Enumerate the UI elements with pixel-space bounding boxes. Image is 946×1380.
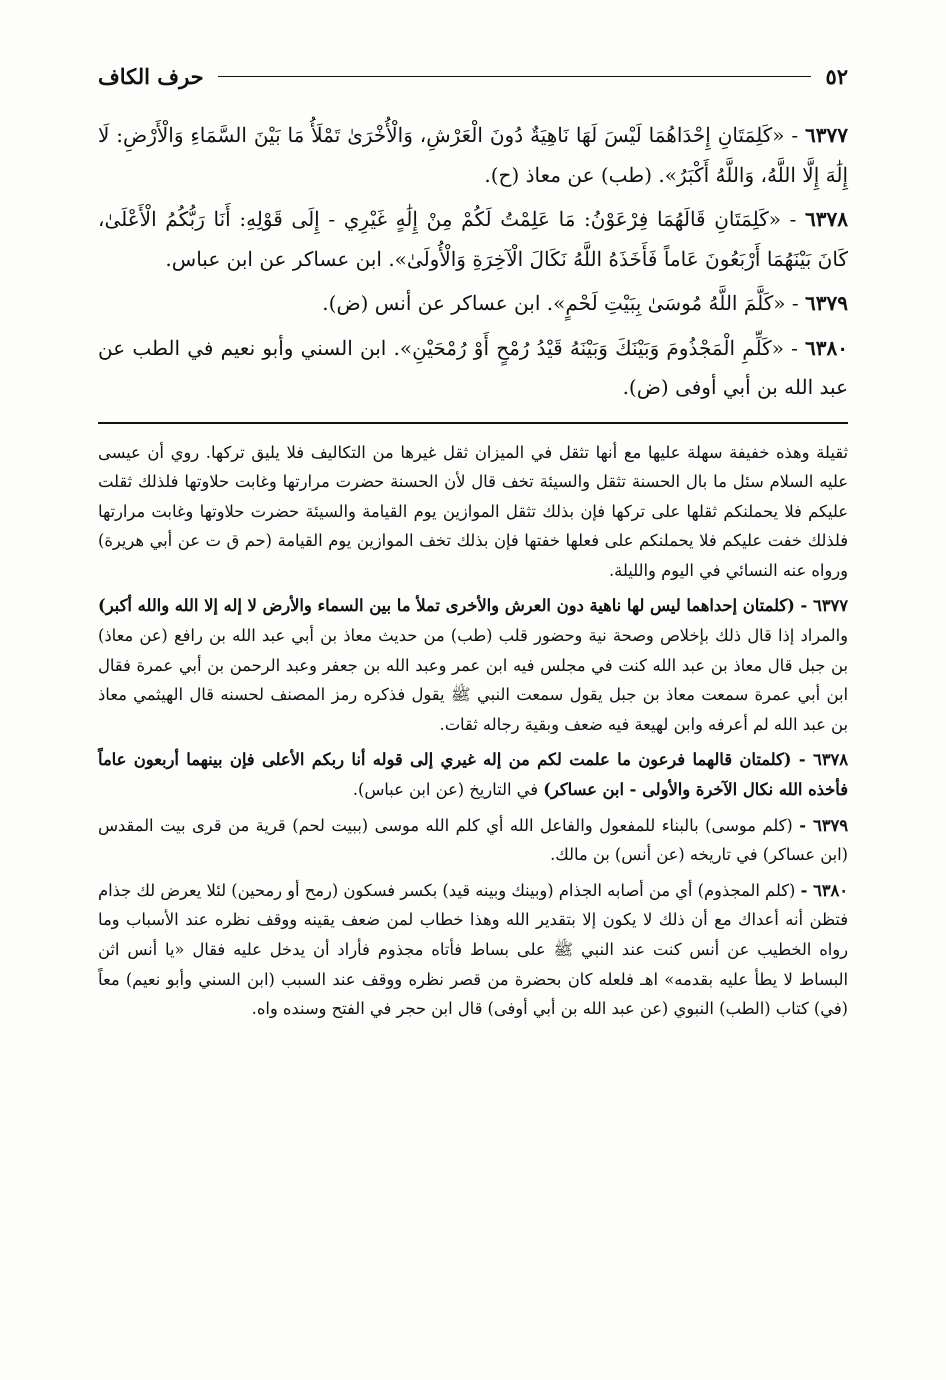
hadith-entry: ٦٣٧٨ - «كَلِمَتَانِ قَالَهُمَا فِرْعَوْنُ: مَا عَلِمْتُ لَكُمْ مِنْ إِلَٰهٍ غَيْرِي - إِلَى قَوْلِهِ: أَنَا رَبُّكُمُ الْأَعْلَىٰ، كَانَ بَيْنَهُمَا أَرْبَعُونَ عَاماً فَأَخَذَهُ اللَّهُ نَكَالَ الْآخِرَةِ وَالْأُولَىٰ». ابن عساكر عن ابن عباس. xyxy=(98,207,848,271)
commentary-lead: ٦٣٧٩ - xyxy=(799,815,848,835)
commentary-paragraph xyxy=(98,745,848,804)
commentary-text: والمراد إذا قال ذلك بإخلاص وصحة نية وحضور قلب (طب) من حديث معاذ بن أبي عبد الله بن رافع (عن معاذ) بن جبل قال معاذ بن عبد الله كنت في مجلس فيه ابن عمر وعبد الله بن جعفر وعبد الرحمن بن أبي عمرة فقال ابن أبي عمرة سمعت معاذ بن جبل يقول سمعت النبي ﷺ يقول فذكره رمز المصنف لحسنه قال الهيثمي معاذ بن عبد الله لم أعرفه وابن لهيعة فيه ضعف وبقية رجاله ثقات. xyxy=(98,626,848,734)
hadith-text: «كَلَّمَ اللَّهُ مُوسَىٰ بِبَيْتِ لَحْمٍ». xyxy=(546,291,786,315)
commentary-section xyxy=(98,438,848,1024)
commentary-text: في التاريخ (عن ابن عباس). xyxy=(352,780,539,800)
commentary-text: (كلم موسى) بالبناء للمفعول والفاعل الله أي كلم الله موسى (ببيت لحم) قرية من قرى بيت المقدس (ابن عساكر) في تاريخه (عن أنس) بن مالك. xyxy=(98,815,848,865)
hadith-source: ابن السني وأبو نعيم في الطب عن عبد الله بن أبي أوفى (ض). xyxy=(98,335,848,399)
hadith-number: ٦٣٨٠ xyxy=(805,335,849,360)
hadith-text: «كَلِّمِ الْمَجْذُومَ وَبَيْنَكَ وَبَيْنَهُ قَيْدُ رُمْحٍ أَوْ رُمْحَيْنِ». xyxy=(393,335,784,360)
commentary-lead: ٦٣٧٨ - (كلمتان قالهما فرعون ما علمت لكم من إله غيري إلى قوله أنا ربكم الأعلى فإن بينهما أربعون عاماً فأخذه الله نكال الآخرة والأولى - ابن عساكر) xyxy=(98,750,848,800)
running-header xyxy=(98,56,848,96)
commentary-paragraph xyxy=(98,438,848,586)
commentary-text: (كلم المجذوم) أي من أصابه الجذام (وبينك وبينه قيد) بكسر فسكون (رمح أو رمحين) لئلا يعرض لك جذام فتظن أنه أعداك مع أن ذلك لا يكون إلا بتقدير الله وهذا خطاب لمن ضعف يقينه ووقف نظره عند الأسباب وما رواه الخطيب عن أنس كنت عند النبي ﷺ على بساط فأتاه مجذوم فأراد أن يدخل عليه فقال «يا أنس اثن البساط لا يطأ عليه بقدمه» اهـ فلعله كان بحضرة من قصر نظره ووقف عند السبب (ابن السني وأبو نعيم) معاً (في) كتاب (الطب) النبوي (عن عبد الله بن أبي أوفى) قال ابن حجر في الفتح وسنده واه. xyxy=(98,880,848,1019)
header-rule xyxy=(218,76,812,77)
hadith-source: ابن عساكر عن أنس (ض). xyxy=(322,291,541,315)
hadith-entry: ٦٣٧٧ - «كَلِمَتَانِ إِحْدَاهُمَا لَيْسَ لَهَا نَاهِيَةٌ دُونَ الْعَرْشِ، وَالْأُخْرَىٰ تَمْلَأُ مَا بَيْنَ السَّمَاءِ وَالْأَرْضِ: لَا إِلَٰهَ إِلَّا اللَّهُ، وَاللَّهُ أَكْبَرُ». (طب) عن معاذ (ح). xyxy=(98,123,848,187)
section-divider xyxy=(98,422,848,424)
commentary-lead: ٦٣٧٧ - (كلمتان إحداهما ليس لها ناهية دون العرش والأخرى تملأ ما بين السماء والأرض لا إله إلا الله والله أكبر) xyxy=(98,596,848,616)
commentary-paragraph xyxy=(98,591,848,739)
commentary-paragraph xyxy=(98,811,848,870)
page-number: ٥٢ xyxy=(825,63,848,89)
hadith-source: ابن عساكر عن ابن عباس. xyxy=(165,246,382,271)
hadith-number: ٦٣٧٧ xyxy=(805,123,848,147)
hadith-text: «كَلِمَتَانِ إِحْدَاهُمَا لَيْسَ لَهَا نَاهِيَةٌ دُونَ الْعَرْشِ، وَالْأُخْرَىٰ تَمْلَأُ مَا بَيْنَ السَّمَاءِ وَالْأَرْضِ: لَا إِلَٰهَ إِلَّا اللَّهُ، وَاللَّهُ أَكْبَرُ». xyxy=(98,123,848,187)
commentary-paragraph xyxy=(98,876,848,1024)
hadith-source: (طب) عن معاذ (ح). xyxy=(484,162,653,187)
hadith-number: ٦٣٧٩ xyxy=(805,291,848,315)
commentary-text: ثقيلة وهذه خفيفة سهلة عليها مع أنها تثقل في الميزان ثقل غيرها من التكاليف فلا يليق تركها. روي أن عيسى عليه السلام سئل ما بال الحسنة تثقل والسيئة تخف قال لأن الحسنة حضرت مرارتها وغابت حلاوتها فلذلك ثقلت عليكم فلا يحملنكم ثقلها على تركها فإن بذلك تثقل الموازين يوم القيامة والسيئة حضرت حلاوتها وغابت مرارتها فلذلك خفت عليكم فلا يحملنكم على فعلها خفتها فإن بذلك تخف الموازين يوم القيامة (حم ق ت عن أبي هريرة) ورواه عنه النسائي في اليوم والليلة. xyxy=(98,442,848,580)
hadith-section xyxy=(98,116,848,408)
commentary-lead: ٦٣٨٠ - xyxy=(800,880,848,900)
book-page xyxy=(98,56,848,1320)
hadith-entry: ٦٣٧٩ - «كَلَّمَ اللَّهُ مُوسَىٰ بِبَيْتِ لَحْمٍ». ابن عساكر عن أنس (ض). xyxy=(322,291,848,315)
chapter-title: حرف الكاف xyxy=(98,63,204,89)
hadith-text: «كَلِمَتَانِ قَالَهُمَا فِرْعَوْنُ: مَا عَلِمْتُ لَكُمْ مِنْ إِلَٰهٍ غَيْرِي - إِلَى قَوْلِهِ: أَنَا رَبُّكُمُ الْأَعْلَىٰ، كَانَ بَيْنَهُمَا أَرْبَعُونَ عَاماً فَأَخَذَهُ اللَّهُ نَكَالَ الْآخِرَةِ وَالْأُولَىٰ». xyxy=(98,207,848,271)
hadith-entry: ٦٣٨٠ - «كَلِّمِ الْمَجْذُومَ وَبَيْنَكَ وَبَيْنَهُ قَيْدُ رُمْحٍ أَوْ رُمْحَيْنِ». ابن السني وأبو نعيم في الطب عن عبد الله بن أبي أوفى (ض). xyxy=(98,335,849,399)
hadith-number: ٦٣٧٨ xyxy=(805,207,848,231)
